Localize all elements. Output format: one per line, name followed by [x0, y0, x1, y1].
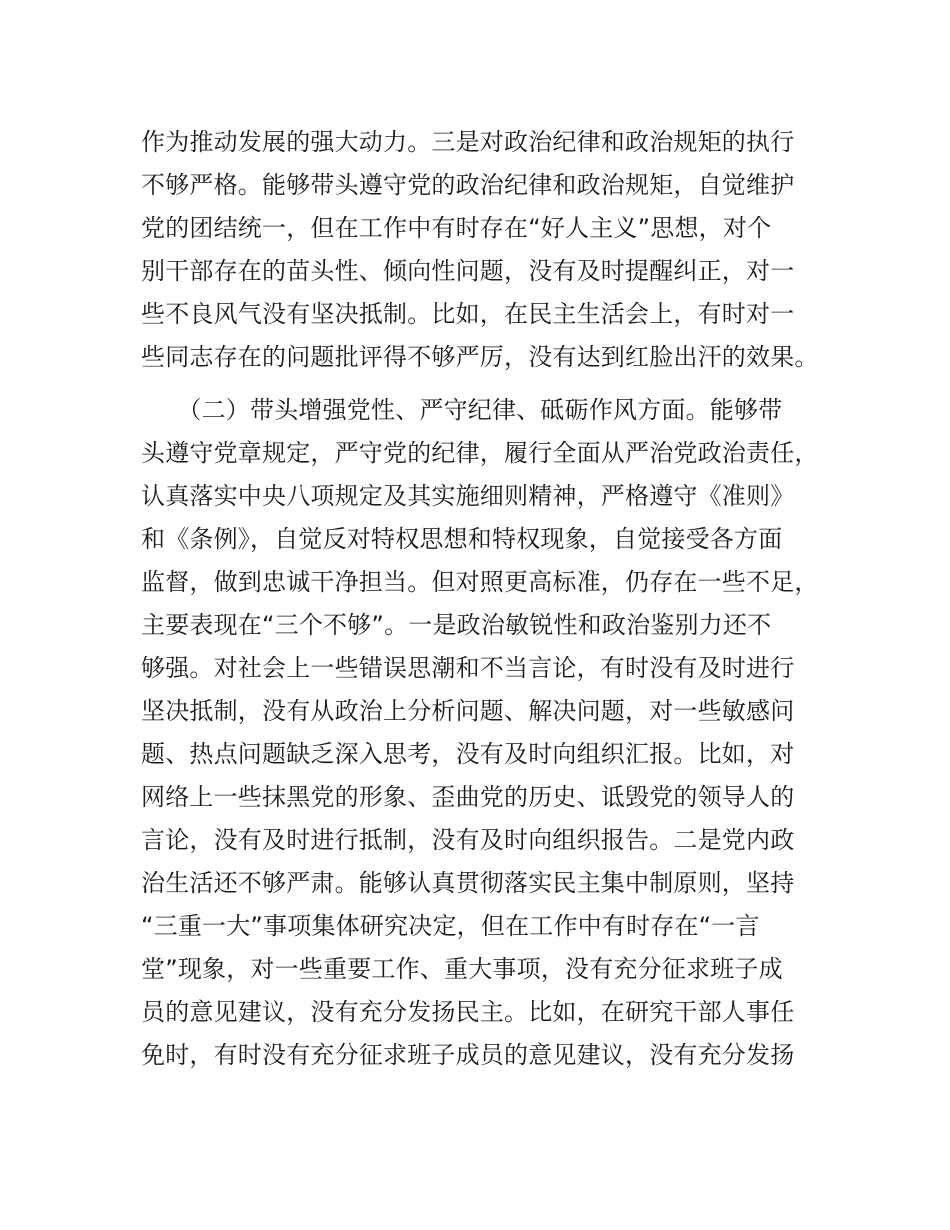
text-line: 治生活还不够严肃。能够认真贯彻落实民主集中制原则，坚持: [141, 869, 795, 897]
text-line: 别干部存在的苗头性、倾向性问题，没有及时提醒纠正，对一: [141, 257, 795, 285]
text-line: 言论，没有及时进行抵制，没有及时向组织报告。二是党内政: [141, 826, 795, 854]
text-line: 党的团结统一，但在工作中有时存在“好人主义”思想，对个: [141, 214, 772, 242]
text-line: （二）带头增强党性、严守纪律、砥砺作风方面。能够带: [141, 396, 783, 424]
text-line: 不够严格。能够带头遵守党的政治纪律和政治规矩，自觉维护: [141, 171, 795, 199]
text-line: 网络上一些抹黑党的形象、歪曲党的历史、诋毁党的领导人的: [141, 783, 795, 811]
text-line: 和《条例》，自觉反对特权思想和特权现象，自觉接受各方面: [141, 525, 783, 553]
text-line: 些同志存在的问题批评得不够严厉，没有达到红脸出汗的效果。: [141, 343, 819, 371]
text-line: 题、热点问题缺乏深入思考，没有及时向组织汇报。比如，对: [141, 740, 795, 768]
text-line: “三重一大”事项集体研究决定，但在工作中有时存在“一言: [141, 912, 760, 940]
text-line: 些不良风气没有坚决抵制。比如，在民主生活会上，有时对一: [141, 300, 795, 328]
text-line: 头遵守党章规定，严守党的纪律，履行全面从严治党政治责任，: [141, 439, 819, 467]
text-line: 够强。对社会上一些错误思潮和不当言论，有时没有及时进行: [141, 654, 795, 682]
text-line: 监督，做到忠诚干净担当。但对照更高标准，仍存在一些不足，: [141, 568, 819, 596]
text-line: 堂”现象，对一些重要工作、重大事项，没有充分征求班子成: [141, 955, 783, 983]
paragraph-1: [141, 121, 841, 379]
text-line: 免时，有时没有充分征求班子成员的意见建议，没有充分发扬: [141, 1041, 795, 1069]
text-line: 作为推动发展的强大动力。三是对政治纪律和政治规矩的执行: [141, 128, 795, 156]
text-line: 坚决抵制，没有从政治上分析问题、解决问题，对一些敏感问: [141, 697, 795, 725]
text-line: 员的意见建议，没有充分发扬民主。比如，在研究干部人事任: [141, 998, 795, 1026]
paragraph-2: [141, 389, 841, 1077]
text-line: 认真落实中央八项规定及其实施细则精神，严格遵守《准则》: [141, 482, 795, 510]
text-line: 主要表现在“三个不够”。一是政治敏锐性和政治鉴别力还不: [141, 611, 772, 639]
